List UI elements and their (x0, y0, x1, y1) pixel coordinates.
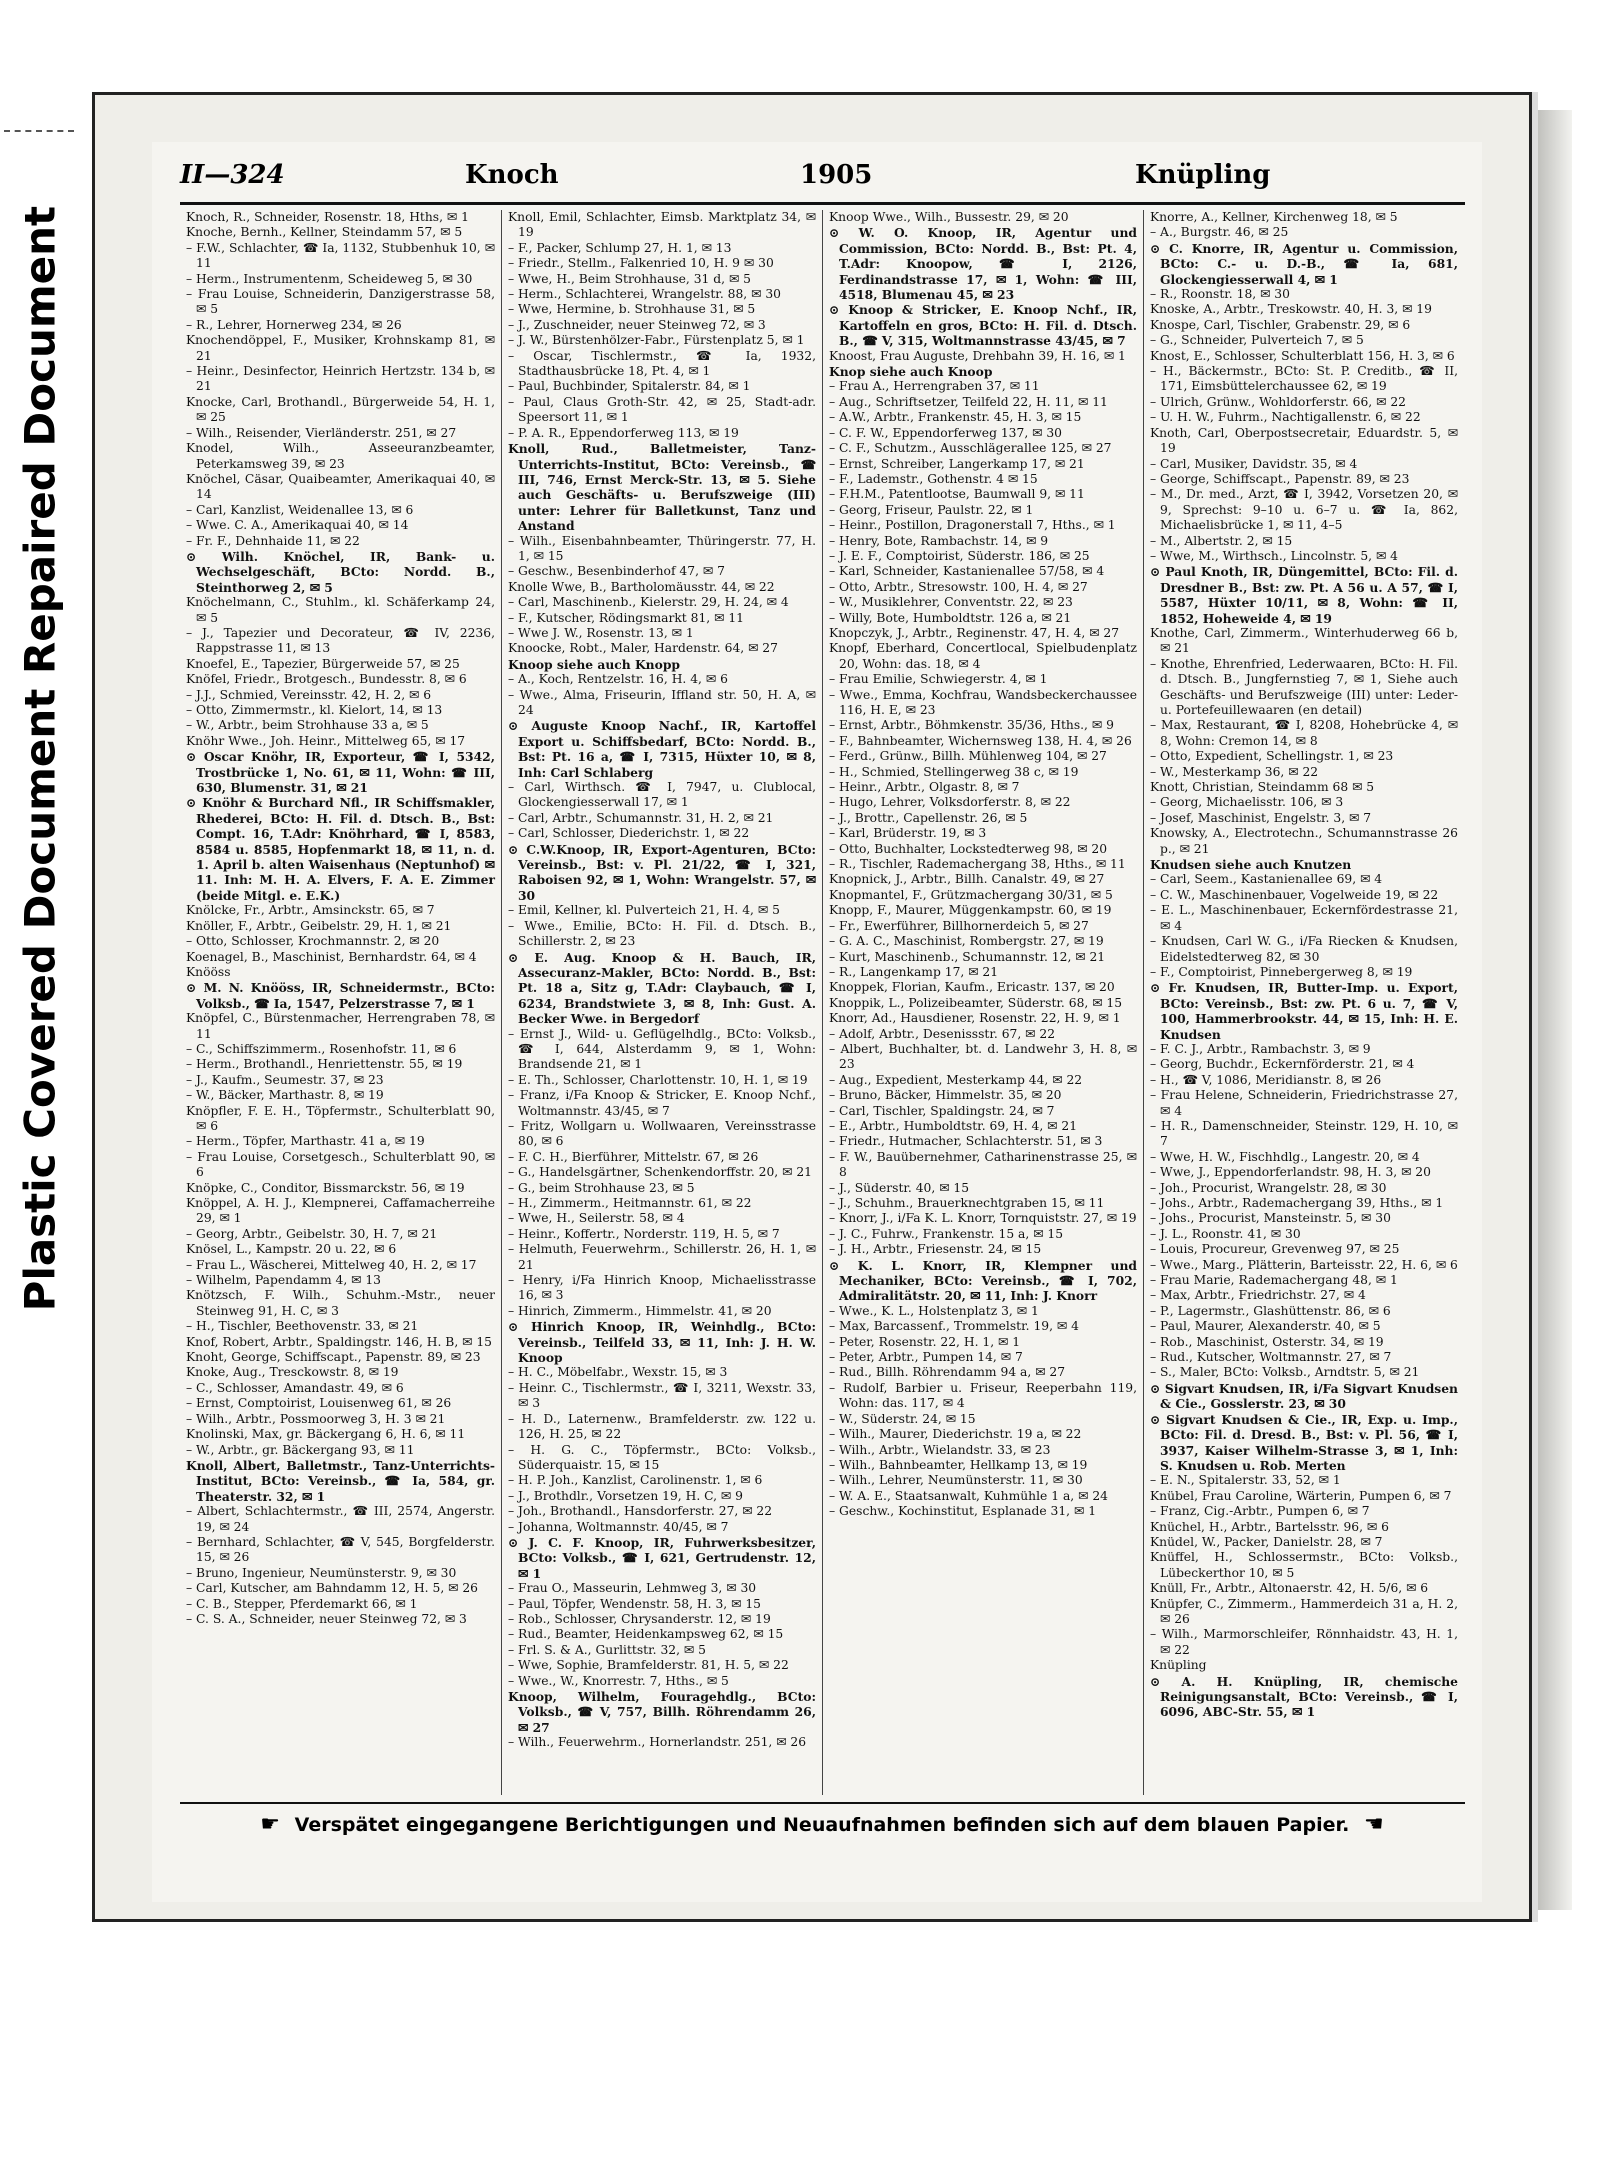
directory-entry: – A., Koch, Rentzelstr. 16, H. 4, ✉ 6 (508, 672, 728, 687)
directory-entry: – Carl, Musiker, Davidstr. 35, ✉ 4 (1150, 456, 1358, 471)
directory-entry: – Wwe J. W., Rosenstr. 13, ✉ 1 (508, 625, 694, 640)
directory-entry: – Carl, Arbtr., Schumannstr. 31, H. 2, ✉ 21 (508, 810, 774, 825)
directory-entry: – Otto, Buchhalter, Lockstedterweg 98, ✉ 20 (829, 841, 1108, 856)
directory-entry: – Frau O., Masseurin, Lehmweg 3, ✉ 30 (508, 1581, 757, 1596)
directory-entry: Knoll, Emil, Schlachter, Eimsb. Marktplatz 34, ✉ 19 (508, 210, 816, 240)
directory-entry: – Hinrich, Zimmerm., Himmelstr. 41, ✉ 20 (508, 1303, 772, 1318)
directory-entry: – C. F. W., Eppendorferweg 137, ✉ 30 (829, 425, 1063, 440)
directory-entry: – Ernst, Comptoirist, Louisenweg 61, ✉ 26 (186, 1396, 452, 1411)
directory-entry: Knorre, A., Kellner, Kirchenweg 18, ✉ 5 (1150, 210, 1398, 224)
directory-entry: – J. C., Fuhrw., Frankenstr. 15 a, ✉ 15 (829, 1226, 1064, 1241)
header-left-word: Knoch (465, 160, 559, 190)
directory-entry: – J., Kaufm., Seumestr. 37, ✉ 23 (186, 1072, 384, 1087)
directory-entry: ⊙ C. Knorre, IR, Agentur u. Commission, BCto: C.- u. D.-B., ☎ Ia, 681, Glockengiesserwall 4, ✉ 1 (1150, 240, 1458, 287)
directory-entry: – Ulrich, Grünw., Wohldorferstr. 66, ✉ 22 (1150, 394, 1406, 409)
directory-entry: – Knorr, J., i/Fa K. L. Knorr, Tornquiststr. 27, ✉ 19 (829, 1211, 1137, 1226)
directory-entry: Knöchelmann, C., Stuhlm., kl. Schäferkamp 24, ✉ 5 (186, 595, 495, 625)
directory-entry: – Georg, Michaelisstr. 106, ✉ 3 (1150, 795, 1344, 810)
directory-entry: Knüdel, W., Packer, Danielstr. 28, ✉ 7 (1150, 1534, 1383, 1549)
directory-entry: – G., Schneider, Pulverteich 7, ✉ 5 (1150, 333, 1364, 348)
directory-entry: Knoht, George, Schiffscapt., Papenstr. 89, ✉ 23 (186, 1350, 481, 1365)
directory-entry: – C. S. A., Schneider, neuer Steinweg 72, ✉ 3 (186, 1611, 467, 1626)
directory-entry: – Carl, Kutscher, am Bahndamm 12, H. 5, ✉ 26 (186, 1581, 478, 1596)
directory-entry: Knopp, F., Maurer, Müggenkampstr. 60, ✉ 19 (829, 903, 1112, 918)
directory-entry: – C. F., Schutzm., Ausschlägerallee 125, ✉ 27 (829, 441, 1112, 456)
directory-entry: – Helmuth, Feuerwehrm., Schillerstr. 26, H. 1, ✉ 21 (508, 1242, 816, 1272)
directory-entry: – Heinr., Desinfector, Heinrich Hertzstr. 134 b, ✉ 21 (186, 364, 495, 394)
directory-entry: Knüffel, H., Schlossermstr., BCto: Volksb., Lübeckerthor 10, ✉ 5 (1150, 1550, 1458, 1580)
directory-entry: Knoch, R., Schneider, Rosenstr. 18, Hths, ✉ 1 (186, 210, 469, 224)
directory-entry: Knoop siehe auch Knopp (508, 656, 681, 672)
directory-entry: – F.W., Schlachter, ☎ Ia, 1132, Stubbenhuk 10, ✉ 11 (186, 240, 495, 271)
directory-entry: – Rud., Beamter, Heidenkampsweg 62, ✉ 15 (508, 1627, 784, 1642)
directory-entry: Knöfel, Friedr., Brotgesch., Bundesstr. 8, ✉ 6 (186, 672, 467, 687)
directory-entry: Knopf, Eberhard, Concertlocal, Spielbudenplatz 20, Wohn: das. 18, ✉ 4 (829, 641, 1137, 671)
directory-entry: Knölcke, Fr., Arbtr., Amsinckstr. 65, ✉ 7 (186, 903, 435, 918)
directory-entry: – Wwe, H., Seilerstr. 58, ✉ 4 (508, 1211, 685, 1226)
directory-entry: – Wilh., Maurer, Diederichstr. 19 a, ✉ 22 (829, 1427, 1082, 1442)
directory-entry: – Paul, Maurer, Alexanderstr. 40, ✉ 5 (1150, 1319, 1381, 1334)
directory-entry: Knöpfel, C., Bürstenmacher, Herrengraben 78, ✉ 11 (186, 1011, 495, 1041)
directory-entry: Knöppel, A. H. J., Klempnerei, Caffamacherreihe 29, ✉ 1 (186, 1196, 495, 1226)
directory-entry: Knüll, Fr., Arbtr., Altonaerstr. 42, H. 5/6, ✉ 6 (1150, 1581, 1429, 1596)
directory-entry: ⊙ Oscar Knöhr, IR, Exporteur, ☎ I, 5342, Trostbrücke 1, No. 61, ✉ 11, Wohn: ☎ III, 630, Blumenstr. 31, ✉ 21 (186, 749, 495, 796)
directory-entry: – Oscar, Tischlermstr., ☎ Ia, 1932, Stadthausbrücke 18, Pt. 4, ✉ 1 (508, 348, 816, 379)
directory-entry: Knübel, Frau Caroline, Wärterin, Pumpen 6, ✉ 7 (1150, 1488, 1452, 1503)
directory-entry: – Rud., Billh. Röhrendamm 94 a, ✉ 27 (829, 1365, 1066, 1380)
directory-entry: – J., Süderstr. 40, ✉ 15 (829, 1180, 970, 1195)
directory-entry: – Paul, Buchbinder, Spitalerstr. 84, ✉ 1 (508, 379, 751, 394)
directory-entry: – H. C., Möbelfabr., Wexstr. 15, ✉ 3 (508, 1365, 728, 1380)
directory-entry: – Friedr., Hutmacher, Schlachterstr. 51, ✉ 3 (829, 1134, 1103, 1149)
directory-entry: – Aug., Schriftsetzer, Teilfeld 22, H. 11, ✉ 11 (829, 394, 1108, 409)
directory-entry: – J. E. F., Comptoirist, Süderstr. 186, ✉ 25 (829, 548, 1090, 563)
directory-entry: – H. D., Laternenw., Bramfelderstr. zw. 122 u. 126, H. 25, ✉ 22 (508, 1411, 816, 1442)
directory-entry: ⊙ E. Aug. Knoop & H. Bauch, IR, Assecuranz-Makler, BCto: Nordd. B., Bst: Pt. 18 a, Sitz g, T.Adr: Claybauch, ☎ I, 6234, Brandstwiete 3, ✉ 8, Inh: Gust. A. Becker Wwe. in Bergedorf (508, 949, 816, 1027)
directory-entry: – R., Lehrer, Hornerweg 234, ✉ 26 (186, 317, 402, 332)
directory-entry: – Wwe, H. W., Fischhdlg., Langestr. 20, ✉ 4 (1150, 1149, 1420, 1164)
directory-entry: – G., beim Strohhause 23, ✉ 5 (508, 1180, 695, 1195)
directory-entry: – Paul, Töpfer, Wendenstr. 58, H. 3, ✉ 15 (508, 1596, 761, 1611)
directory-entry: – Wwe, M., Wirthsch., Lincolnstr. 5, ✉ 4 (1150, 548, 1399, 563)
directory-entry: – P. A. R., Eppendorferweg 113, ✉ 19 (508, 425, 739, 440)
pointing-hand-left-icon: ☛ (260, 1812, 281, 1837)
directory-entry: – Wwe., Emilie, BCto: H. Fil. d. Dtsch. B., Schillerstr. 2, ✉ 23 (508, 918, 816, 949)
directory-entry: Knoppik, L., Polizeibeamter, Süderstr. 68, ✉ 15 (829, 995, 1123, 1010)
directory-entry: – Heinr., Arbtr., Olgastr. 8, ✉ 7 (829, 780, 1020, 795)
directory-entry: – H. G. C., Töpfermstr., BCto: Volksb., Süderquaistr. 15, ✉ 15 (508, 1442, 816, 1472)
directory-entry: – J., Schuhm., Brauerknechtgraben 15, ✉ 11 (829, 1196, 1105, 1210)
directory-entry: – W., Arbtr., beim Strohhause 33 a, ✉ 5 (186, 718, 429, 733)
directory-entry: Knopmantel, F., Grützmachergang 30/31, ✉ 5 (829, 887, 1113, 902)
directory-entry: – Frau Louise, Schneiderin, Danzigerstrasse 58, ✉ 5 (186, 287, 495, 317)
directory-entry: Knowsky, A., Electrotechn., Schumannstrasse 26 p., ✉ 21 (1150, 826, 1458, 856)
directory-entry: – Carl, Maschinenb., Kielerstr. 29, H. 24, ✉ 4 (508, 595, 789, 610)
directory-entry: – Wwe., W., Knorrestr. 7, Hths., ✉ 5 (508, 1673, 729, 1688)
directory-entry: – J. L., Roonstr. 41, ✉ 30 (1150, 1226, 1301, 1241)
directory-entry: – Willy, Bote, Humboldtstr. 126 a, ✉ 21 (829, 610, 1072, 625)
directory-entry: – J., Brottr., Capellenstr. 26, ✉ 5 (829, 810, 1028, 825)
directory-entry: Knolle Wwe, B., Bartholomäusstr. 44, ✉ 22 (508, 579, 775, 594)
directory-entry: – Bruno, Ingenieur, Neumünsterstr. 9, ✉ 30 (186, 1565, 457, 1580)
directory-entry: Knoche, Bernh., Kellner, Steindamm 57, ✉ 5 (186, 225, 463, 240)
directory-entry: ⊙ W. O. Knoop, IR, Agentur und Commission, BCto: Nordd. B., Bst: Pt. 4, T.Adr: Knoopow, ☎ I, 2126, Ferdinandstrasse 17, ✉ 1, Wohn: ☎ III, 4518, Blumenau 45, ✉ 23 (829, 225, 1137, 303)
directory-entry: – F., Bahnbeamter, Wichernsweg 138, H. 4, ✉ 26 (829, 733, 1132, 748)
directory-entry: – Max, Restaurant, ☎ I, 8208, Hohebrücke 4, ✉ 8, Wohn: Cremon 14, ✉ 8 (1150, 718, 1458, 748)
page-number: II—324 (180, 160, 285, 190)
directory-entry: – Hugo, Lehrer, Volksdorferstr. 8, ✉ 22 (829, 795, 1071, 810)
directory-entry: – Frau Louise, Corsetgesch., Schulterblatt 90, ✉ 6 (186, 1149, 495, 1180)
directory-entry: Knoke, Aug., Tresckowstr. 8, ✉ 19 (186, 1365, 399, 1380)
directory-entry: ⊙ Sigvart Knudsen, IR, i/Fa Sigvart Knudsen & Cie., Gosslerstr. 23, ✉ 30 (1150, 1380, 1458, 1412)
directory-entry: – Albert, Schlachtermstr., ☎ III, 2574, Angerstr. 19, ✉ 24 (186, 1504, 495, 1534)
directory-entry: – Carl, Tischler, Spaldingstr. 24, ✉ 7 (829, 1103, 1055, 1118)
directory-entry: Knösel, L., Kampstr. 20 u. 22, ✉ 6 (186, 1242, 397, 1257)
directory-entry: Knoll, Rud., Balletmeister, Tanz-Unterrichts-Institut, BCto: Vereinsb., ☎ III, 746, Ernst Merck-Str. 13, ✉ 5. Siehe auch Geschäfts- u. Berufszweige (III) unter: Lehrer für Balletkunst, Tanz und Anstand (508, 441, 816, 534)
directory-entry: ⊙ C.W.Knoop, IR, Export-Agenturen, BCto: Vereinsb., Bst: v. Pl. 21/22, ☎ I, 321, Raboisen 92, ✉ 1, Wohn: Wrangelstr. 57, ✉ 30 (508, 841, 816, 903)
directory-entry: – P., Lagermstr., Glashüttenstr. 86, ✉ 6 (1150, 1303, 1391, 1318)
directory-entry: – Rud., Kutscher, Woltmannstr. 27, ✉ 7 (1150, 1350, 1392, 1365)
directory-entry: Knoske, A., Arbtr., Treskowstr. 40, H. 3, ✉ 19 (1150, 302, 1432, 317)
directory-entry: – Karl, Brüderstr. 19, ✉ 3 (829, 826, 987, 841)
directory-entry: – Franz, i/Fa Knoop & Stricker, E. Knoop Nchf., Woltmannstr. 43/45, ✉ 7 (508, 1088, 816, 1118)
directory-entry: Knop siehe auch Knoop (829, 364, 993, 380)
directory-entry: – Carl, Seem., Kastanienallee 69, ✉ 4 (1150, 872, 1383, 887)
directory-entry: – A., Burgstr. 46, ✉ 25 (1150, 225, 1289, 240)
footer-rule (180, 1802, 1465, 1804)
directory-entry: – Ernst, Schreiber, Langerkamp 17, ✉ 21 (829, 456, 1085, 471)
directory-entry: – Aug., Expedient, Mesterkamp 44, ✉ 22 (829, 1072, 1083, 1087)
directory-entry: – Herm., Instrumentenm, Scheideweg 5, ✉ 30 (186, 271, 473, 286)
header-rule (180, 202, 1465, 205)
directory-entry: – Wwe, Sophie, Bramfelderstr. 81, H. 5, ✉ 22 (508, 1658, 789, 1673)
directory-entry: – Frau A., Herrengraben 37, ✉ 11 (829, 379, 1040, 394)
directory-entry: ⊙ J. C. F. Knoop, IR, Fuhrwerksbesitzer, BCto: Volksb., ☎ I, 621, Gertrudenstr. 12, ✉ 1 (508, 1534, 816, 1581)
directory-entry: – Max, Arbtr., Friedrichstr. 27, ✉ 4 (1150, 1288, 1366, 1303)
page-header (180, 160, 1460, 200)
directory-entry: – Wilh., Arbtr., Possmoorweg 3, H. 3 ✉ 21 (186, 1411, 446, 1426)
column-2 (501, 210, 822, 1795)
directory-entry: – C., Schiffszimmerm., Rosenhofstr. 11, ✉ 6 (186, 1041, 457, 1056)
directory-entry: – H. R., Damenschneider, Steinstr. 129, H. 10, ✉ 7 (1150, 1118, 1458, 1149)
directory-entry: ⊙ A. H. Knüpling, IR, chemische Reinigungsanstalt, BCto: Vereinsb., ☎ I, 6096, ABC-Str. 55, ✉ 1 (1150, 1673, 1458, 1720)
directory-entry: – George, Schiffscapt., Papenstr. 89, ✉ 23 (1150, 471, 1410, 486)
directory-entry: Knoth, Carl, Oberpostsecretair, Eduardstr. 5, ✉ 19 (1150, 425, 1458, 456)
directory-entry: Knöller, F., Arbtr., Geibelstr. 29, H. 1, ✉ 21 (186, 918, 452, 933)
directory-entry: – Carl, Schlosser, Diederichstr. 1, ✉ 22 (508, 826, 750, 841)
directory-entry: – J.J., Schmied, Vereinsstr. 42, H. 2, ✉ 6 (186, 687, 432, 702)
directory-entry: – Albert, Buchhalter, bt. d. Landwehr 3, H. 8, ✉ 23 (829, 1041, 1137, 1072)
column-1 (180, 210, 501, 1795)
directory-page (152, 142, 1482, 1902)
directory-entry: – Frau L., Wäscherei, Mittelweg 40, H. 2, ✉ 17 (186, 1257, 477, 1272)
directory-entry: – Wwe, H., Beim Strohhause, 31 d, ✉ 5 (508, 271, 752, 286)
directory-entry: ⊙ Hinrich Knoop, IR, Weinhdlg., BCto: Vereinsb., Teilfeld 33, ✉ 11, Inh: J. H. W. Knoop (508, 1319, 816, 1366)
directory-entry: – W., Bäcker, Marthastr. 8, ✉ 19 (186, 1088, 384, 1103)
directory-entry: – U. H. W., Fuhrm., Nachtigallenstr. 6, ✉ 22 (1150, 410, 1421, 425)
directory-entry: – Rob., Schlosser, Chrysanderstr. 12, ✉ 19 (508, 1611, 771, 1626)
directory-entry: – E. L., Maschinenbauer, Eckernfördestrasse 21, ✉ 4 (1150, 903, 1458, 933)
directory-entry: – Frau Helene, Schneiderin, Friedrichstrasse 27, ✉ 4 (1150, 1088, 1458, 1118)
side-labels (0, 0, 80, 1312)
directory-entry: – F.H.M., Patentlootse, Baumwall 9, ✉ 11 (829, 487, 1085, 502)
directory-entry: Knöpke, C., Conditor, Bissmarckstr. 56, ✉ 19 (186, 1180, 465, 1195)
directory-entry: – Wwe., Alma, Friseurin, Iffland str. 50, H. A, ✉ 24 (508, 687, 816, 717)
directory-entry: ⊙ Knoop & Stricker, E. Knoop Nchf., IR, Kartoffeln en gros, BCto: H. Fil. d. Dtsch. B., ☎ V, 315, Woltmannstrasse 43/45, ✉ 7 (829, 302, 1137, 349)
directory-entry: Knoocke, Robt., Maler, Hardenstr. 64, ✉ 27 (508, 641, 778, 656)
directory-entry: Knöhr Wwe., Joh. Heinr., Mittelweg 65, ✉ 17 (186, 733, 466, 748)
directory-entry: – F., Comptoirist, Pinnebergerweg 8, ✉ 19 (1150, 964, 1413, 979)
directory-entry: – E. N., Spitalerstr. 33, 52, ✉ 1 (1150, 1473, 1341, 1488)
directory-entry: – H., ☎ V, 1086, Meridianstr. 8, ✉ 26 (1150, 1072, 1382, 1087)
directory-entry: – Otto, Schlosser, Krochmannstr. 2, ✉ 20 (186, 934, 440, 949)
directory-entry: – Louis, Procureur, Grevenweg 97, ✉ 25 (1150, 1242, 1400, 1257)
directory-entry: – J. H., Arbtr., Friesenstr. 24, ✉ 15 (829, 1242, 1042, 1257)
repaired-document-label: Repaired Document (15, 205, 65, 675)
directory-entry: – J., Zuschneider, neuer Steinweg 72, ✉ 3 (508, 317, 766, 332)
directory-entry: – Herm., Schlachterei, Wrangelstr. 88, ✉ 30 (508, 287, 781, 302)
directory-entry: – Wwe, J., Eppendorferlandstr. 98, H. 3, ✉ 20 (1150, 1165, 1431, 1180)
directory-entry: – Otto, Zimmermstr., kl. Kielort, 14, ✉ 13 (186, 703, 443, 717)
directory-entry: – Adolf, Arbtr., Desenissstr. 67, ✉ 22 (829, 1026, 1056, 1041)
directory-entry: ⊙ K. L. Knorr, IR, Klempner und Mechaniker, BCto: Vereinsb., ☎ I, 702, Admiralitätstr. 20, ✉ 11, Inh: J. Knorr (829, 1257, 1137, 1304)
directory-entry: – Geschw., Kochinstitut, Esplanade 31, ✉ 1 (829, 1504, 1097, 1519)
directory-entry: – Joh., Procurist, Wrangelstr. 28, ✉ 30 (1150, 1180, 1387, 1195)
directory-entry: – F., Kutscher, Rödingsmarkt 81, ✉ 11 (508, 610, 744, 625)
directory-entry: – Karl, Schneider, Kastanienallee 57/58, ✉ 4 (829, 564, 1105, 579)
directory-entry: – Carl, Wirthsch. ☎ I, 7947, u. Clublocal, Glockengiesserwall 17, ✉ 1 (508, 780, 816, 810)
directory-entry: – Knothe, Ehrenfried, Lederwaaren, BCto: H. Fil. d. Dtsch. B., Jungfernstieg 7, ✉ 1, Siehe auch Geschäfts- und Berufszweige (III) unter: Leder- u. Portefeuillewaaren (en detail) (1150, 656, 1458, 717)
directory-entry: – J. W., Bürstenhölzer-Fabr., Fürstenplatz 5, ✉ 1 (508, 333, 805, 348)
directory-entry: Knöpfler, F. E. H., Töpfermstr., Schulterblatt 90, ✉ 6 (186, 1103, 495, 1133)
directory-entry: – F. C. J., Arbtr., Rambachstr. 3, ✉ 9 (1150, 1041, 1371, 1056)
directory-entry: – Henry, i/Fa Hinrich Knoop, Michaelisstrasse 16, ✉ 3 (508, 1273, 816, 1303)
directory-entry: – Friedr., Stellm., Falkenried 10, H. 9 ✉ 30 (508, 256, 774, 271)
directory-entry: Knochendöppel, F., Musiker, Krohnskamp 81, ✉ 21 (186, 333, 495, 363)
directory-entry: Knöchel, Cäsar, Quaibeamter, Amerikaquai 40, ✉ 14 (186, 471, 495, 502)
directory-entry: – Frl. S. & A., Gurlittstr. 32, ✉ 5 (508, 1642, 706, 1657)
directory-entry: – Wilh., Eisenbahnbeamter, Thüringerstr. 77, H. 1, ✉ 15 (508, 533, 816, 563)
directory-entry: – Henry, Bote, Rambachstr. 14, ✉ 9 (829, 533, 1049, 548)
directory-entry: – Bernhard, Schlachter, ☎ V, 545, Borgfelderstr. 15, ✉ 26 (186, 1534, 495, 1565)
directory-entry: Knoll, Albert, Balletmstr., Tanz-Unterrichts-Institut, BCto: Vereinsb., ☎ Ia, 584, gr. Theaterstr. 32, ✉ 1 (186, 1457, 495, 1504)
directory-entry: Knolinski, Max, gr. Bäckergang 6, H. 6, ✉ 11 (186, 1427, 466, 1442)
directory-entry: – Herm., Brothandl., Henriettenstr. 55, ✉ 19 (186, 1057, 463, 1072)
directory-entry: – Otto, Arbtr., Stresowstr. 100, H. 4, ✉ 27 (829, 579, 1088, 594)
directory-entry: – Georg, Friseur, Paulstr. 22, ✉ 1 (829, 502, 1034, 517)
directory-entry: – Wilh., Reisender, Vierländerstr. 251, ✉ 27 (186, 425, 457, 440)
directory-entry: Knorr, Ad., Hausdiener, Rosenstr. 22, H. 9, ✉ 1 (829, 1011, 1121, 1026)
directory-entry: – A.W., Arbtr., Frankenstr. 45, H. 3, ✉ 15 (829, 410, 1082, 425)
directory-entry: – Franz, Cig.-Arbtr., Pumpen 6, ✉ 7 (1150, 1504, 1370, 1519)
directory-entry: – Frau Emilie, Schwiegerstr. 4, ✉ 1 (829, 672, 1048, 687)
scanned-page (92, 92, 1532, 1922)
directory-entry: – Fritz, Wollgarn u. Wollwaaren, Vereinsstrasse 80, ✉ 6 (508, 1118, 816, 1149)
directory-entry: Knodel, Wilh., Asseeuranzbeamter, Peterkamsweg 39, ✉ 23 (186, 441, 495, 471)
directory-entry: – Rudolf, Barbier u. Friseur, Reeperbahn 119, Wohn: das. 117, ✉ 4 (829, 1380, 1137, 1411)
directory-entry: ⊙ Fr. Knudsen, IR, Butter-Imp. u. Export, BCto: Vereinsb., Bst: zw. Pt. 6 u. 7, ☎ V, 100, Hammerbrookstr. 44, ✉ 15, Inh: H. E. Knudsen (1150, 980, 1458, 1042)
directory-entry: – Fr. F., Dehnhaide 11, ✉ 22 (186, 533, 360, 548)
footer-text: Verspätet eingegangene Berichtigungen und Neuaufnahmen befinden sich auf dem blauen Papier. (294, 1814, 1350, 1836)
directory-entry: – Fr., Ewerführer, Billhornerdeich 5, ✉ 27 (829, 918, 1089, 933)
directory-entry: – Paul, Claus Groth-Str. 42, ✉ 25, Stadt-adr. Speersort 11, ✉ 1 (508, 394, 816, 425)
directory-entry: – H. P. Joh., Kanzlist, Carolinenstr. 1, ✉ 6 (508, 1473, 763, 1488)
directory-entry: – Johs., Arbtr., Rademachergang 39, Hths., ✉ 1 (1150, 1196, 1444, 1210)
entry-columns (180, 210, 1465, 1795)
directory-entry: – Georg, Buchdr., Eckernförderstr. 21, ✉ 4 (1150, 1057, 1415, 1072)
column-3 (822, 210, 1143, 1795)
directory-entry: Knudsen siehe auch Knutzen (1150, 857, 1352, 873)
directory-entry: – Ferd., Grünw., Billh. Mühlenweg 104, ✉ 27 (829, 749, 1107, 764)
directory-entry: – C. W., Maschinenbauer, Vogelweide 19, ✉ 22 (1150, 887, 1439, 902)
directory-entry: – W., Süderstr. 24, ✉ 15 (829, 1411, 976, 1426)
directory-entry: Koenagel, B., Maschinist, Bernhardstr. 64, ✉ 4 (186, 949, 477, 964)
directory-entry: – Joh., Brothandl., Hansdorferstr. 27, ✉ 22 (508, 1504, 773, 1519)
directory-entry: – W., Mesterkamp 36, ✉ 22 (1150, 764, 1319, 779)
directory-entry: – Wilhelm, Papendamm 4, ✉ 13 (186, 1273, 382, 1288)
directory-entry: – Bruno, Bäcker, Himmelstr. 35, ✉ 20 (829, 1088, 1062, 1103)
directory-entry: – Geschw., Besenbinderhof 47, ✉ 7 (508, 564, 725, 579)
directory-entry: – E. Th., Schlosser, Charlottenstr. 10, H. 1, ✉ 19 (508, 1072, 808, 1087)
directory-entry: – Kurt, Maschinenb., Schumannstr. 12, ✉ 21 (829, 949, 1106, 964)
directory-entry: Knötzsch, F. Wilh., Schuhm.-Mstr., neuer Steinweg 91, H. C, ✉ 3 (186, 1288, 495, 1318)
directory-entry: Knüpling (1150, 1658, 1207, 1673)
directory-entry: – Carl, Kanzlist, Weidenallee 13, ✉ 6 (186, 502, 414, 517)
directory-entry: – Heinr., Postillon, Dragonerstall 7, Hths., ✉ 1 (829, 518, 1116, 533)
directory-entry: Knott, Christian, Steindamm 68 ✉ 5 (1150, 780, 1375, 795)
directory-entry: ⊙ Wilh. Knöchel, IR, Bank- u. Wechselgeschäft, BCto: Nordd. B., Steinthorweg 2, ✉ 5 (186, 548, 495, 595)
directory-entry: – Wwe., K. L., Holstenplatz 3, ✉ 1 (829, 1303, 1039, 1318)
directory-entry: – Ernst, Arbtr., Böhmkenstr. 35/36, Hths., ✉ 9 (829, 718, 1114, 733)
directory-entry: – Max, Barcassenf., Trommelstr. 19, ✉ 4 (829, 1319, 1079, 1334)
directory-entry: – Georg, Arbtr., Geibelstr. 30, H. 7, ✉ 21 (186, 1226, 438, 1241)
directory-entry: – Knudsen, Carl W. G., i/Fa Riecken & Knudsen, Eidelstedterweg 82, ✉ 30 (1150, 934, 1458, 964)
directory-entry: – Wilh., Arbtr., Wielandstr. 33, ✉ 23 (829, 1442, 1051, 1457)
directory-entry: – W. A. E., Staatsanwalt, Kuhmühle 1 a, ✉ 24 (829, 1488, 1108, 1503)
directory-entry: ⊙ Paul Knoth, IR, Düngemittel, BCto: Fil. d. Dresdner B., Bst: zw. Pt. A 56 u. A 57, ☎ I, 5587, Hüxter 10/11, ✉ 8, Wohn: ☎ II, 1852, Hoheweide 4, ✉ 19 (1150, 564, 1458, 626)
directory-entry: – F., Packer, Schlump 27, H. 1, ✉ 13 (508, 240, 732, 255)
dash-marks (4, 130, 74, 132)
directory-entry: – F., Lademstr., Gothenstr. 4 ✉ 15 (829, 471, 1038, 486)
directory-entry: – G., Handelsgärtner, Schenkendorffstr. 20, ✉ 21 (508, 1165, 812, 1180)
directory-entry: Knoefel, E., Tapezier, Bürgerweide 57, ✉ 25 (186, 656, 460, 671)
directory-entry: – Heinr. C., Tischlermstr., ☎ I, 3211, Wexstr. 33, ✉ 3 (508, 1380, 816, 1411)
directory-entry: Knopczyk, J., Arbtr., Reginenstr. 47, H. 4, ✉ 27 (829, 625, 1120, 640)
directory-entry: Knof, Robert, Arbtr., Spaldingstr. 146, H. B, ✉ 15 (186, 1334, 493, 1349)
directory-entry: – Wilh., Bahnbeamter, Hellkamp 13, ✉ 19 (829, 1457, 1088, 1472)
directory-entry: – Ernst J., Wild- u. Geflügelhdlg., BCto: Volksb., ☎ I, 644, Alsterdamm 9, ✉ 1, Wohn: Brandsende 21, ✉ 1 (508, 1026, 816, 1072)
directory-entry: – F. W., Bauübernehmer, Catharinenstrasse 25, ✉ 8 (829, 1149, 1137, 1180)
directory-entry: – Wwe., Emma, Kochfrau, Wandsbeckerchaussee 116, H. E, ✉ 23 (829, 687, 1137, 717)
header-right-word: Knüpling (1135, 160, 1271, 190)
pointing-hand-right-icon: ☚ (1363, 1812, 1384, 1837)
directory-entry: Knospe, Carl, Tischler, Grabenstr. 29, ✉ 6 (1150, 317, 1411, 332)
directory-entry: – M., Dr. med., Arzt, ☎ I, 3942, Vorsetzen 20, ✉ 9, Sprechst: 9–10 u. 6–7 u. ☎ Ia, 862, Michaelisbrücke 1, ✉ 11, 4–5 (1150, 487, 1458, 533)
directory-entry: – C. B., Stepper, Pferdemarkt 66, ✉ 1 (186, 1596, 418, 1611)
directory-entry: – Johanna, Woltmannstr. 40/45, ✉ 7 (508, 1519, 729, 1534)
directory-entry: Knopnick, J., Arbtr., Billh. Canalstr. 49, ✉ 27 (829, 872, 1105, 887)
directory-entry: – H., Zimmerm., Heitmannstr. 61, ✉ 22 (508, 1196, 752, 1210)
directory-entry: – C., Schlosser, Amandastr. 49, ✉ 6 (186, 1380, 404, 1395)
directory-entry: ⊙ Knöhr & Burchard Nfl., IR Schiffsmakler, Rhederei, BCto: H. Fil. d. Dtsch. B., Bst: Compt. 16, T.Adr: Knöhrhard, ☎ I, 8583, 8584 u. 8585, Hopfenmarkt 18, ✉ 11, n. d. 1. April b. alten Waisenhaus (Neptunhof) ✉ 11. Inh: M. H. A. Elvers, F. A. E. Zimmer (beide Mitgl. e. E.K.) (186, 795, 495, 903)
directory-entry: – Wwe, Hermine, b. Strohhause 31, ✉ 5 (508, 302, 756, 317)
directory-entry: – F. C. H., Bierführer, Mittelstr. 67, ✉ 26 (508, 1149, 759, 1164)
footer-notice (192, 1812, 1452, 1837)
directory-entry: Knoppek, Florian, Kaufm., Ericastr. 137, ✉ 20 (829, 980, 1115, 995)
directory-entry: ⊙ Sigvart Knudsen & Cie., IR, Exp. u. Imp., BCto: Fil. d. Dresd. B., Bst: v. Pl. 56, ☎ I, 3937, Kaiser Wilhelm-Strasse 3, ✉ 1, Inh: S. Knudsen u. Rob. Merten (1150, 1411, 1458, 1473)
directory-entry: – H., Tischler, Beethovenstr. 33, ✉ 21 (186, 1319, 419, 1334)
directory-entry: – Emil, Kellner, kl. Pulverteich 21, H. 4, ✉ 5 (508, 903, 780, 918)
directory-entry: – S., Maler, BCto: Volksb., Arndtstr. 5, ✉ 21 (1150, 1365, 1420, 1380)
directory-entry: – Frau Marie, Rademachergang 48, ✉ 1 (1150, 1273, 1398, 1288)
directory-entry: Knost, E., Schlosser, Schulterblatt 156, H. 3, ✉ 6 (1150, 348, 1455, 363)
directory-entry: ⊙ Auguste Knoop Nachf., IR, Kartoffel Export u. Schiffsbedarf, BCto: Nordd. B., Bst: Pt. 16 a, ☎ I, 7315, Hüxter 10, ✉ 8, Inh: Carl Schlaberg (508, 718, 816, 780)
directory-entry: – H., Schmied, Stellingerweg 38 c, ✉ 19 (829, 764, 1079, 779)
directory-entry: – R., Roonstr. 18, ✉ 30 (1150, 287, 1290, 302)
directory-entry: – Wilh., Feuerwehrm., Hornerlandstr. 251, ✉ 26 (508, 1735, 807, 1750)
directory-entry: – Johs., Procurist, Mansteinstr. 5, ✉ 30 (1150, 1211, 1391, 1226)
column-4 (1143, 210, 1464, 1795)
directory-entry: – Peter, Arbtr., Pumpen 14, ✉ 7 (829, 1350, 1023, 1365)
directory-entry: – Wilh., Marmorschleifer, Rönnhaidstr. 43, H. 1, ✉ 22 (1150, 1627, 1458, 1657)
directory-entry: ⊙ M. N. Knööss, IR, Schneidermstr., BCto: Volksb., ☎ Ia, 1547, Pelzerstrasse 7, ✉ 1 (186, 980, 495, 1011)
header-year: 1905 (800, 160, 873, 190)
directory-entry: – Otto, Expedient, Schellingstr. 1, ✉ 23 (1150, 749, 1394, 764)
directory-entry: – W., Arbtr., gr. Bäckergang 93, ✉ 11 (186, 1442, 415, 1457)
directory-entry: – J., Brothdlr., Vorsetzen 19, H. C, ✉ 9 (508, 1488, 743, 1503)
directory-entry: – R., Tischler, Rademachergang 38, Hths., ✉ 11 (829, 857, 1126, 872)
directory-entry: Knoop Wwe., Wilh., Bussestr. 29, ✉ 20 (829, 210, 1069, 224)
directory-entry: – Wilh., Lehrer, Neumünsterstr. 11, ✉ 30 (829, 1473, 1083, 1488)
directory-entry: Knoost, Frau Auguste, Drehbahn 39, H. 16, ✉ 1 (829, 348, 1126, 363)
directory-entry: Knööss (186, 964, 231, 979)
directory-entry: Knüpfer, C., Zimmerm., Hammerdeich 31 a, H. 2, ✉ 26 (1150, 1596, 1458, 1626)
directory-entry: – Herm., Töpfer, Marthastr. 41 a, ✉ 19 (186, 1134, 425, 1149)
directory-entry: – M., Albertstr. 2, ✉ 15 (1150, 533, 1293, 548)
directory-entry: – Wwe., Marg., Plätterin, Barteisstr. 22, H. 6, ✉ 6 (1150, 1257, 1458, 1272)
directory-entry: – E., Arbtr., Humboldtstr. 69, H. 4, ✉ 21 (829, 1118, 1078, 1133)
directory-entry: – H., Bäckermstr., BCto: St. P. Creditb., ☎ II, 171, Eimsbüttelerchaussee 62, ✉ 19 (1150, 364, 1458, 394)
directory-entry: – Peter, Rosenstr. 22, H. 1, ✉ 1 (829, 1334, 1021, 1349)
directory-entry: Knothe, Carl, Zimmerm., Winterhuderweg 66 b, ✉ 21 (1150, 625, 1458, 656)
directory-entry: – Heinr., Koffertr., Norderstr. 119, H. 5, ✉ 7 (508, 1226, 780, 1241)
directory-entry: – J., Tapezier und Decorateur, ☎ IV, 2236, Rappstrasse 11, ✉ 13 (186, 625, 495, 656)
directory-entry: – R., Langenkamp 17, ✉ 21 (829, 964, 999, 979)
directory-entry: Knüchel, H., Arbtr., Bartelsstr. 96, ✉ 6 (1150, 1519, 1389, 1534)
directory-entry: – W., Musiklehrer, Conventstr. 22, ✉ 23 (829, 595, 1073, 610)
plastic-covered-label: Plastic Covered Document (15, 688, 65, 1312)
directory-entry: – Wwe. C. A., Amerikaquai 40, ✉ 14 (186, 518, 409, 533)
directory-entry: – Josef, Maschinist, Engelstr. 3, ✉ 7 (1150, 810, 1372, 825)
directory-entry: Knoop, Wilhelm, Fouragehdlg., BCto: Volksb., ☎ V, 757, Billh. Röhrendamm 26, ✉ 27 (508, 1689, 816, 1735)
directory-entry: – Rob., Maschinist, Osterstr. 34, ✉ 19 (1150, 1334, 1384, 1349)
directory-entry: – G. A. C., Maschinist, Rombergstr. 27, ✉ 19 (829, 934, 1104, 949)
page-edge (1532, 110, 1572, 1910)
directory-entry: Knocke, Carl, Brothandl., Bürgerweide 54, H. 1, ✉ 25 (186, 394, 495, 425)
